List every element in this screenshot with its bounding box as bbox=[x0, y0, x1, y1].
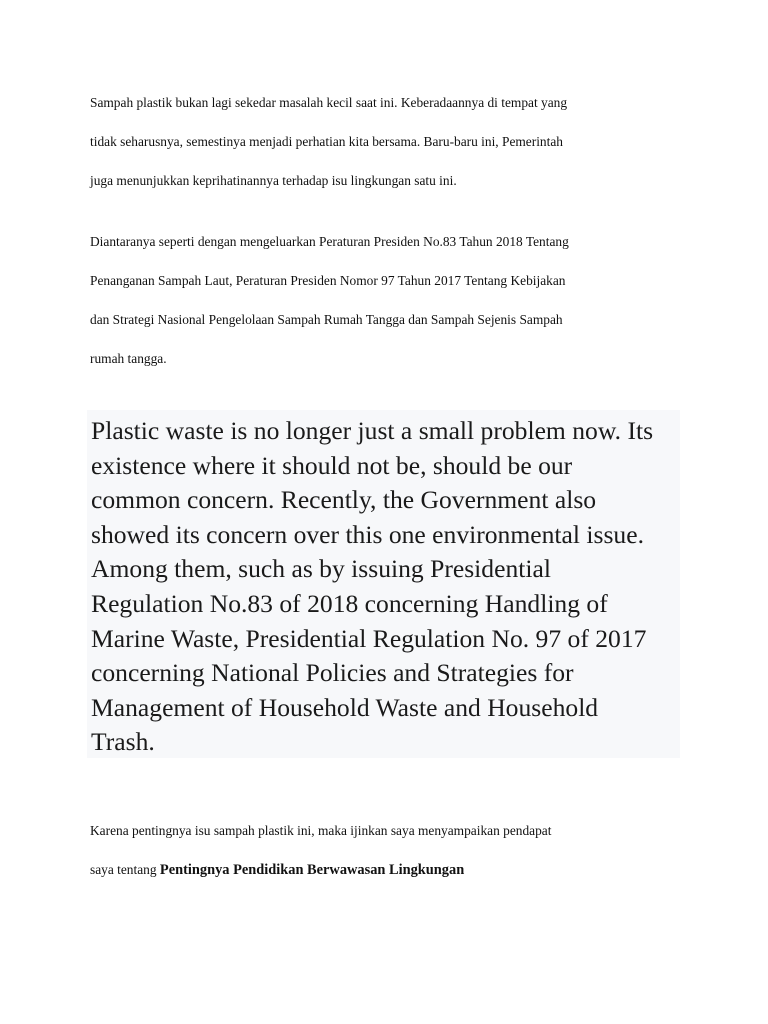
translation-line: Among them, such as by issuing Presidential bbox=[91, 554, 551, 584]
text-line: Karena pentingnya isu sampah plastik ini, maka ijinkan saya menyampaikan pendapat bbox=[90, 823, 552, 838]
bold-topic-title: Pentingnya Pendidikan Berwawasan Lingkungan bbox=[159, 862, 465, 878]
text-line: Sampah plastik bukan lagi sekedar masalah kecil saat ini. Keberadaannya di tempat yang bbox=[90, 95, 568, 110]
translation-line: showed its concern over this one environmental issue. bbox=[91, 519, 644, 549]
text-prefix: saya tentang bbox=[90, 862, 160, 877]
text-line: juga menunjukkan keprihatinannya terhadap isu lingkungan satu ini. bbox=[90, 173, 457, 188]
translation-line: Management of Household Waste and Household bbox=[91, 692, 599, 722]
text-line: Diantaranya seperti dengan mengeluarkan Peraturan Presiden No.83 Tahun 2018 Tentang bbox=[90, 234, 569, 249]
paragraph-indonesian-regulations bbox=[90, 222, 690, 378]
translation-line: common concern. Recently, the Government also bbox=[91, 485, 597, 515]
text-line: rumah tangga. bbox=[90, 351, 167, 366]
translation-line: Marine Waste, Presidential Regulation No. 97 of 2017 bbox=[91, 623, 647, 653]
text-line bbox=[90, 850, 690, 890]
text-line: dan Strategi Nasional Pengelolaan Sampah Rumah Tangga dan Sampah Sejenis Sampah bbox=[90, 312, 563, 327]
paragraph-indonesian-closing bbox=[90, 811, 690, 890]
translation-line: Plastic waste is no longer just a small problem now. Its bbox=[91, 416, 654, 445]
english-translation-box bbox=[87, 410, 680, 758]
text-line: tidak seharusnya, semestinya menjadi perhatian kita bersama. Baru-baru ini, Pemerintah bbox=[90, 134, 563, 149]
translation-line: concerning National Policies and Strategies for bbox=[91, 658, 574, 688]
paragraph-indonesian-intro bbox=[90, 83, 690, 200]
translation-line: Trash. bbox=[91, 727, 155, 757]
text-line: Penanganan Sampah Laut, Peraturan Presiden Nomor 97 Tahun 2017 Tentang Kebijakan bbox=[90, 273, 566, 288]
translation-line: existence where it should not be, should be our bbox=[91, 450, 573, 480]
translation-line: Regulation No.83 of 2018 concerning Handling of bbox=[91, 589, 608, 618]
